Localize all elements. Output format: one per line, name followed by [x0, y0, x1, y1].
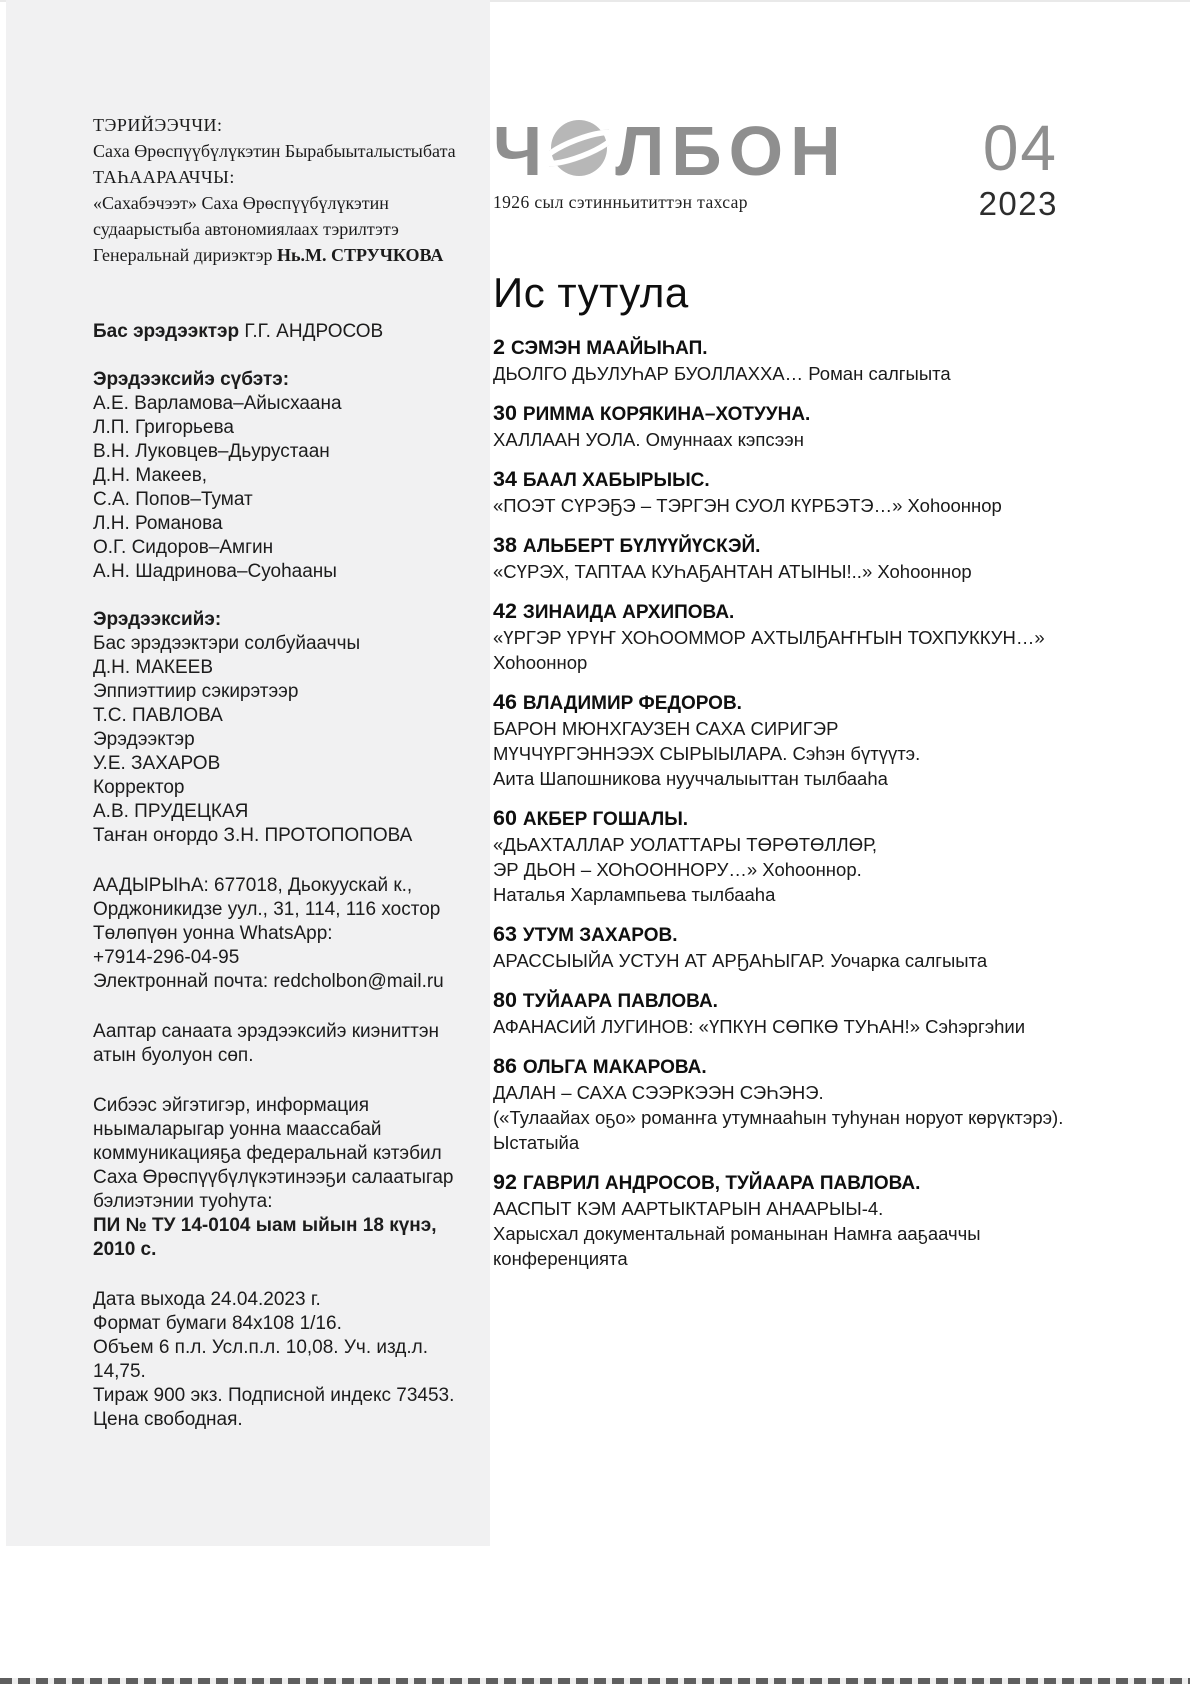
staff-line: Эрэдээктэр: [93, 729, 195, 750]
toc-entry-description: [493, 625, 1165, 675]
toc-entry-header: [493, 335, 1165, 361]
publisher-line: судаарыстыба автономиялаах тэрилтэтэ: [93, 219, 399, 239]
staff-line: У.Е. ЗАХАРОВ: [93, 753, 221, 774]
toc-entry-author: ГАВРИЛ АНДРОСОВ, ТУЙААРА ПАВЛОВА.: [522, 1172, 921, 1194]
toc-entry-desc-line: «СҮРЭХ, ТАПТАА КУҺАҔАНТАН АТЫНЫ!..» Хоһооннор: [493, 560, 972, 582]
council-member: В.Н. Луковцев–Дьурустаан: [93, 441, 330, 462]
toc-entry-header: [493, 1170, 1165, 1196]
imprint-details-block: [93, 1288, 460, 1432]
toc-entry: [493, 1170, 1165, 1271]
imprint-line: Цена свободная.: [93, 1409, 243, 1430]
toc-entry: [493, 467, 1165, 518]
council-member: А.Е. Варламова–Айысхаана: [93, 393, 342, 414]
toc-entry-desc-line: Ыстатыйа: [493, 1131, 580, 1153]
founder-label: ТЭРИЙЭЭЧЧИ:: [93, 115, 223, 135]
registration-block: [93, 1094, 460, 1262]
imprint-line: Объем 6 п.л. Усл.п.л. 10,08. Уч. изд.л. 14,75.: [93, 1337, 429, 1382]
toc-entry-description: [493, 427, 1165, 452]
toc-entry-author: РИММА КОРЯКИНА–ХОТУУНА.: [522, 403, 811, 425]
toc-entry-author: ЗИНАИДА АРХИПОВА.: [522, 601, 735, 623]
toc-entry-page-number: 80: [493, 987, 517, 1012]
contact-line: ААДЫРЫҺА: 677018, Дьокуускай к.,: [93, 875, 413, 896]
registration-line: Сибээс эйгэтигэр, информация: [93, 1095, 370, 1116]
toc-entry-author: СЭМЭН МААЙЫҺАП.: [510, 337, 708, 359]
toc-entry-desc-line: Хоһооннор: [493, 651, 588, 673]
toc-entry: [493, 401, 1165, 452]
toc-entry: [493, 599, 1165, 675]
contents-column: [493, 0, 1165, 1286]
chief-editor-line: [93, 320, 460, 344]
registration-line: Саха Өрөспүүбүлүкэтинээҕи салаатыгар: [93, 1167, 454, 1188]
council-member: С.А. Попов–Тумат: [93, 489, 253, 510]
registration-line: бэлиэтэнии туоһута:: [93, 1191, 273, 1212]
chief-editor-label: Бас эрэдээктэр: [93, 321, 240, 342]
toc-entry-header: [493, 988, 1165, 1014]
toc-entry-author: БААЛ ХАБЫРЫЫС.: [522, 469, 710, 491]
toc-entry-desc-line: АФАНАСИЙ ЛУГИНОВ: «ҮПКҮН СӨПКӨ ТУҺАН!» Сэһэргэһии: [493, 1015, 1026, 1037]
toc-entry-header: [493, 690, 1165, 716]
toc-entry-author: УТУМ ЗАХАРОВ.: [522, 924, 678, 946]
imprint-line: Формат бумаги 84х108 1/16.: [93, 1313, 342, 1334]
toc-entry-page-number: 34: [493, 466, 517, 491]
toc-entry-desc-line: ААСПЫТ КЭМ ААРТЫКТАРЫН АНААРЫЫ-4.: [493, 1197, 884, 1219]
toc-entry-author: ОЛЬГА МАКАРОВА.: [522, 1056, 707, 1078]
staff-line: Таҥан оҥордо З.Н. ПРОТОПОПОВА: [93, 825, 413, 846]
disclaimer-line: атын буолуон сөп.: [93, 1045, 254, 1066]
chief-editor-name: Г.Г. АНДРОСОВ: [244, 321, 384, 342]
toc-list: [493, 335, 1165, 1271]
cholbon-logo: [493, 112, 848, 190]
disclaimer-line: Ааптар санаата эрэдээксийэ киэниттэн: [93, 1021, 440, 1042]
logo-block: [493, 112, 848, 223]
toc-entry-header: [493, 533, 1165, 559]
toc-entry-description: [493, 716, 1165, 791]
toc-entry-desc-line: Наталья Харлампьева тылбааһа: [493, 883, 776, 905]
toc-entry-header: [493, 467, 1165, 493]
contact-line: Электроннай почта: redcholbon@mail.ru: [93, 971, 444, 992]
council-label: Эрэдээксийэ сүбэтэ:: [93, 369, 290, 390]
council-list: [93, 392, 460, 584]
toc-entry-page-number: 2: [493, 334, 505, 359]
toc-entry-description: [493, 361, 1165, 386]
toc-entry-author: ВЛАДИМИР ФЕДОРОВ.: [522, 692, 742, 714]
founder-name: Саха Өрөспүүбүлүкэтин Бырабыыталыстыбата: [93, 141, 456, 161]
publisher-line: «Сахабэчээт» Саха Өрөспүүбүлүкэтин: [93, 193, 389, 213]
toc-entry-description: [493, 832, 1165, 907]
founder-block: [93, 112, 460, 268]
director-name: Нь.М. СТРУЧКОВА: [276, 245, 444, 265]
toc-entry-page-number: 30: [493, 400, 517, 425]
contacts-block: [93, 874, 460, 994]
staff-list: [93, 632, 460, 848]
toc-entry-author: ТУЙААРА ПАВЛОВА.: [522, 990, 718, 1012]
council-member: Д.Н. Макеев,: [93, 465, 208, 486]
staff-line: Бас эрэдээктэри солбуйааччы: [93, 633, 361, 654]
toc-entry-desc-line: «ПОЭТ СҮРЭҔЭ – ТЭРГЭН СУОЛ КҮРБЭТЭ…» Хоһооннор: [493, 494, 1002, 516]
toc-entry-description: [493, 493, 1165, 518]
staff-line: А.В. ПРУДЕЦКАЯ: [93, 801, 249, 822]
issue-year: 2023: [978, 184, 1058, 222]
toc-entry: [493, 806, 1165, 907]
masthead-tagline: 1926 сыл сэтинньититтэн тахсар: [493, 192, 748, 212]
page-bottom-edge: [0, 1678, 1190, 1684]
editorial-council: [93, 368, 460, 584]
toc-entry-header: [493, 401, 1165, 427]
imprint-line: Тираж 900 экз. Подписной индекс 73453.: [93, 1385, 455, 1406]
toc-entry: [493, 335, 1165, 386]
toc-entry-description: [493, 1080, 1165, 1155]
disclaimer-lines: [93, 1020, 460, 1068]
staff-line: Т.С. ПАВЛОВА: [93, 705, 223, 726]
toc-entry-author: АЛЬБЕРТ БҮЛҮҮЙҮСКЭЙ.: [522, 535, 761, 557]
toc-entry-desc-line: Харысхал документальнай романынан Намҥа ааҕааччы: [493, 1222, 981, 1244]
toc-entry-desc-line: «ДЬАХТАЛЛАР УОЛАТТАРЫ ТӨРӨТӨЛЛӨР,: [493, 833, 878, 855]
toc-entry: [493, 988, 1165, 1039]
toc-entry-description: [493, 1014, 1165, 1039]
toc-entry-header: [493, 806, 1165, 832]
contact-line: Орджоникидзе уул., 31, 114, 116 хостор: [93, 899, 441, 920]
toc-entry-page-number: 46: [493, 689, 517, 714]
editorial-staff: [93, 608, 460, 848]
toc-entry-page-number: 38: [493, 532, 517, 557]
toc-entry-desc-line: МҮЧЧҮРГЭННЭЭХ СЫРЫЫЛАРА. Сэһэн бүтүүтэ.: [493, 742, 921, 764]
imprint-panel: [6, 0, 490, 1546]
council-member: Л.П. Григорьева: [93, 417, 234, 438]
toc-entry: [493, 533, 1165, 584]
contacts-lines: [93, 874, 460, 994]
director-line: [93, 242, 460, 268]
toc-entry-desc-line: конференцията: [493, 1247, 628, 1269]
registration-line: ньымаларыгар уонна маассабай: [93, 1119, 382, 1140]
staff-line: Эппиэттиир сэкирэтээр: [93, 681, 299, 702]
council-member: А.Н. Шадринова–Суоһааны: [93, 561, 337, 582]
issue-block: [978, 112, 1058, 223]
masthead: [493, 112, 1058, 223]
toc-entry-page-number: 42: [493, 598, 517, 623]
toc-entry-desc-line: («Тулаайах оҕо» романҥа утумнааһын туһунан норуот көрүктэрэ).: [493, 1106, 1064, 1128]
imprint-lines: [93, 1288, 460, 1432]
publisher-label: ТАҺААРААЧЧЫ:: [93, 167, 235, 187]
contact-line: +7914-296-04-95: [93, 947, 240, 968]
toc-entry-desc-line: «ҮРГЭР ҮРҮҤ ХОҺООММОР АХТЫЛҔАҤҤЫН ТОХПУККУН…»: [493, 626, 1045, 648]
toc-entry-page-number: 60: [493, 805, 517, 830]
toc-entry-header: [493, 1054, 1165, 1080]
toc-entry-page-number: 86: [493, 1053, 517, 1078]
council-member: О.Г. Сидоров–Амгин: [93, 537, 274, 558]
toc-entry: [493, 922, 1165, 973]
logo-text-part2: ЛБОН: [615, 112, 848, 190]
staff-line: Корректор: [93, 777, 185, 798]
toc-entry-desc-line: ХАЛЛААН УОЛА. Омуннаах кэпсээн: [493, 428, 804, 450]
planet-icon: [549, 118, 609, 178]
toc-entry-desc-line: БАРОН МЮНХГАУЗЕН САХА СИРИГЭР: [493, 717, 839, 739]
registration-certificate: ПИ № ТУ 14-0104 ыам ыйын 18 күнэ, 2010 с.: [93, 1215, 437, 1260]
imprint-line: Дата выхода 24.04.2023 г.: [93, 1289, 321, 1310]
toc-entry-header: [493, 922, 1165, 948]
issue-number: 04: [982, 112, 1058, 184]
toc-entry-desc-line: ЭР ДЬОН – ХОҺООННОРУ…» Хоһооннор.: [493, 858, 862, 880]
toc-entry-page-number: 63: [493, 921, 517, 946]
contact-line: Төлөпүөн уонна WhatsApp:: [93, 923, 333, 944]
toc-entry-desc-line: АРАССЫЫЙА УСТУН АТ АРҔАҺЫГАР. Уочарка салгыыта: [493, 949, 988, 971]
staff-label: Эрэдээксийэ:: [93, 609, 222, 630]
staff-line: Д.Н. МАКЕЕВ: [93, 657, 214, 678]
toc-entry-header: [493, 599, 1165, 625]
toc-entry-desc-line: ДЬОЛГО ДЬУЛУҺАР БУОЛЛАХХА… Роман салгыыта: [493, 362, 951, 384]
toc-entry-author: АКБЕР ГОШАЛЫ.: [522, 808, 689, 830]
toc-entry-description: [493, 948, 1165, 973]
toc-entry-desc-line: ДАЛАН – САХА СЭЭРКЭЭН СЭҺЭНЭ.: [493, 1081, 824, 1103]
toc-entry: [493, 1054, 1165, 1155]
disclaimer-block: [93, 1020, 460, 1068]
director-label: Генеральнай дириэктэр: [93, 245, 273, 265]
toc-entry-description: [493, 1196, 1165, 1271]
toc-entry-page-number: 92: [493, 1169, 517, 1194]
registration-lines: [93, 1094, 460, 1214]
toc-entry-desc-line: Аита Шапошникова нууччалыыттан тылбааһа: [493, 767, 888, 789]
toc-entry: [493, 690, 1165, 791]
council-member: Л.Н. Романова: [93, 513, 223, 534]
logo-text-part1: Ч: [493, 112, 550, 190]
toc-entry-description: [493, 559, 1165, 584]
toc-title: Ис тутула: [493, 268, 689, 316]
registration-line: коммуникацияҕа федеральнай кэтэбил: [93, 1143, 442, 1164]
